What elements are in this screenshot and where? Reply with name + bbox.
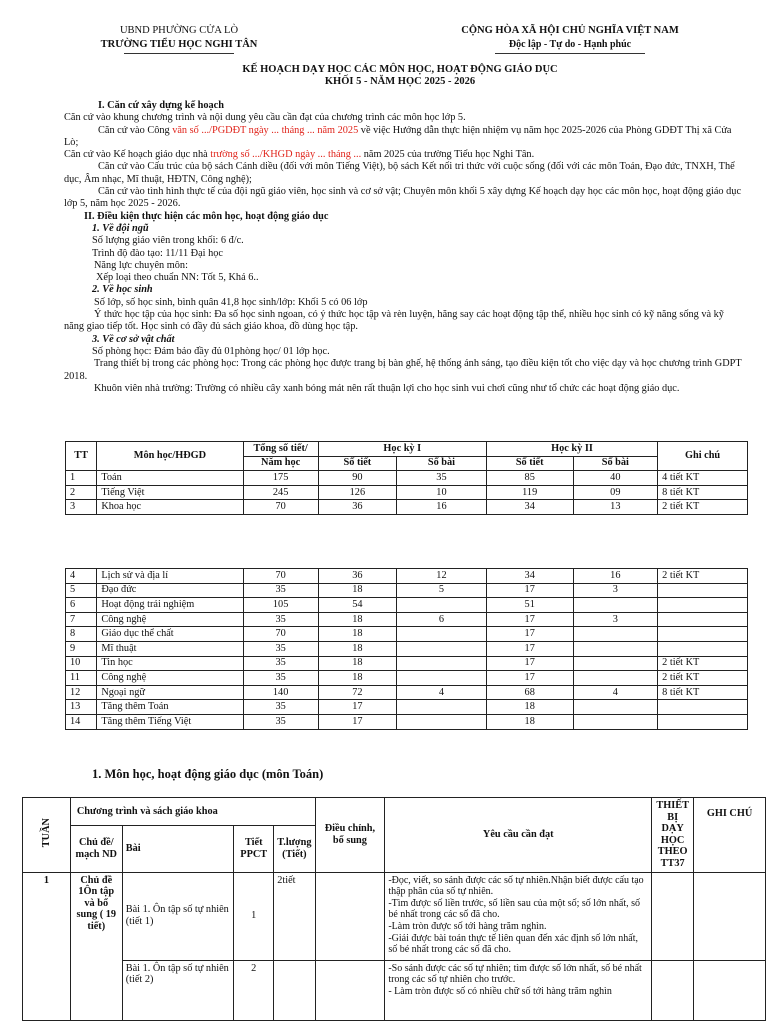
table-cell: 36 <box>318 500 396 515</box>
col-program: Chương trình và sách giáo khoa <box>70 798 315 826</box>
section-1-p5: Căn cứ vào tình hình thực tế của đội ngũ giáo viên, học sinh và cơ sở vật; Chuyên môn khối 5 xây dựng Kế hoạch dạy học các môn học, hoạt động giáo dục lớp 5, năm học 2025 - 2026. <box>64 186 742 210</box>
math-row-2 <box>23 960 766 1020</box>
staff-line-2: Trình độ đào tạo: 11/11 Đại học <box>92 247 223 259</box>
table-cell: Tiếng Việt <box>97 485 243 500</box>
table-cell: 12 <box>397 569 487 584</box>
table-cell <box>397 598 487 613</box>
topic-cell: Chủ đề 1Ôn tập và bổ sung ( 19 tiết) <box>70 872 122 1020</box>
table-cell: 1 <box>66 471 97 486</box>
table-row <box>66 714 748 729</box>
facilities-line-1: Số phòng học: Đảm bảo đầy đủ 01phòng học/ 01 lớp học. <box>92 345 330 357</box>
table-cell: 7 <box>66 612 97 627</box>
col-equipment: THIẾT BỊ DẠY HỌC THEO TT37 <box>652 798 694 873</box>
table-row <box>66 612 748 627</box>
table-cell: 70 <box>243 627 318 642</box>
table-cell <box>658 641 748 656</box>
nation-line-1: CỘNG HÒA XÃ HỘI CHỦ NGHĨA VIỆT NAM <box>461 25 679 36</box>
table-cell: Ngoại ngữ <box>97 685 243 700</box>
lesson-cell: Bài 1. Ôn tập số tự nhiên (tiết 2) <box>122 960 234 1020</box>
table-cell: 51 <box>486 598 573 613</box>
document-title <box>100 64 700 88</box>
table-cell <box>658 583 748 598</box>
table-cell: 14 <box>66 714 97 729</box>
week-cell: 1 <box>23 872 71 1020</box>
table-cell: 17 <box>486 612 573 627</box>
table-cell <box>658 700 748 715</box>
facilities-line-2: Trang thiết bị trong các phòng học: Trong các phòng học được trang bị bàn ghế, hệ thống ánh sáng, tạo điều kiện tốt cho việc dạy và học chương trình GDPT 2018. <box>64 358 742 382</box>
col-week <box>23 798 71 873</box>
table-cell <box>573 700 658 715</box>
table-cell: Hoạt động trải nghiệm <box>97 598 243 613</box>
table-cell: 140 <box>243 685 318 700</box>
table-cell: 5 <box>66 583 97 598</box>
table-cell: 12 <box>66 685 97 700</box>
table-cell: 10 <box>66 656 97 671</box>
table-cell: 2 tiết KT <box>658 500 748 515</box>
table-cell: 245 <box>243 485 318 500</box>
table-cell: 68 <box>486 685 573 700</box>
table-cell: 2 tiết KT <box>658 671 748 686</box>
table-cell: 11 <box>66 671 97 686</box>
subjects-body-b <box>66 569 748 730</box>
table-row <box>66 485 748 500</box>
p2-text-b: về việc Hướng dẫn thực hiện nhiệm vụ năm học 2025-2026 của Phòng GDĐT Thị xã Cửa Lò; <box>64 124 732 148</box>
table-cell: 09 <box>573 485 658 500</box>
table-cell: Đạo đức <box>97 583 243 598</box>
table-cell: 35 <box>243 583 318 598</box>
table-cell: 17 <box>486 671 573 686</box>
school-header <box>64 24 294 54</box>
org-line-1: UBND PHƯỜNG CỬA LÒ <box>119 25 239 36</box>
table-cell: 4 <box>397 685 487 700</box>
table-row <box>66 598 748 613</box>
table-row <box>66 671 748 686</box>
subsection-staff: 1. Về đội ngũ <box>92 222 149 234</box>
col-lesson: Bài <box>122 825 234 872</box>
section-1-p1: Căn cứ vào khung chương trình và nội dung yêu cầu cần đạt của chương trình các môn học lớp 5. <box>64 112 466 124</box>
section-1-p2 <box>64 125 746 150</box>
math-row-1 <box>23 872 766 960</box>
table-cell <box>658 612 748 627</box>
table-cell: 70 <box>243 500 318 515</box>
table-cell: 18 <box>318 612 396 627</box>
week-label: TUẦN <box>40 818 52 848</box>
table-cell: 17 <box>318 700 396 715</box>
period-cell: 1 <box>234 872 274 960</box>
header-underline-right <box>495 53 645 54</box>
col-period: Tiết PPCT <box>234 825 274 872</box>
table-row <box>66 656 748 671</box>
table-cell: 35 <box>243 612 318 627</box>
table-cell: 6 <box>66 598 97 613</box>
table-row <box>66 500 748 515</box>
table-cell: 3 <box>66 500 97 515</box>
table-cell: 40 <box>573 471 658 486</box>
table-cell: Tin học <box>97 656 243 671</box>
table-cell: 90 <box>318 471 396 486</box>
table-cell: 18 <box>486 700 573 715</box>
table-cell: 175 <box>243 471 318 486</box>
col-hk1: Học kỳ I <box>318 442 486 457</box>
table-cell <box>397 656 487 671</box>
section-1-p3 <box>64 149 746 161</box>
table-cell: 13 <box>573 500 658 515</box>
table-header-row <box>66 442 748 457</box>
table-cell: 4 <box>66 569 97 584</box>
table-cell: 18 <box>318 627 396 642</box>
col-hk2-lessons: Số bài <box>573 456 658 471</box>
col-hk2-periods: Số tiết <box>486 456 573 471</box>
math-header-row-1 <box>23 798 766 826</box>
col-subject: Môn học/HĐGD <box>97 442 243 471</box>
table-cell <box>658 598 748 613</box>
col-hk1-lessons: Số bài <box>397 456 487 471</box>
table-cell: 35 <box>397 471 487 486</box>
col-requirement: Yêu cầu cần đạt <box>385 798 652 873</box>
table-cell <box>397 641 487 656</box>
col-hk2: Học kỳ II <box>486 442 657 457</box>
table-row <box>66 685 748 700</box>
subsection-students: 2. Về học sinh <box>92 284 153 296</box>
col-hk1-periods: Số tiết <box>318 456 396 471</box>
table-cell: 16 <box>397 500 487 515</box>
staff-line-4: Xếp loại theo chuẩn NN: Tốt 5, Khá 6.. <box>96 272 259 284</box>
table-cell: 18 <box>318 641 396 656</box>
table-cell <box>397 700 487 715</box>
table-cell: Khoa học <box>97 500 243 515</box>
table-cell: 17 <box>486 627 573 642</box>
table-cell: Tăng thêm Toán <box>97 700 243 715</box>
p3-text-a: Căn cứ vào Kế hoạch giáo dục nhà <box>64 149 211 161</box>
col-topic: Chủ đề/ mạch ND <box>70 825 122 872</box>
p2-text-red: văn số .../PGDĐT ngày ... tháng ... năm 2025 <box>172 124 359 136</box>
col-tt: TT <box>66 442 97 471</box>
p3-text-b: năm 2025 của trường Tiểu học Nghi Tân. <box>361 149 535 161</box>
table-cell <box>658 627 748 642</box>
col-adjust: Điều chỉnh, bổ sung <box>315 798 385 873</box>
title-line-1: KẾ HOẠCH DẠY HỌC CÁC MÔN HỌC, HOẠT ĐỘNG GIÁO DỤC <box>242 64 558 75</box>
students-line-1: Số lớp, số học sinh, bình quân 41,8 học sinh/lớp: Khối 5 có 06 lớp <box>94 296 368 308</box>
table-cell: 10 <box>397 485 487 500</box>
adjust-cell <box>315 872 385 960</box>
table-cell: Giáo dục thể chất <box>97 627 243 642</box>
adjust-cell <box>315 960 385 1020</box>
table-row <box>66 569 748 584</box>
table-cell: 8 tiết KT <box>658 485 748 500</box>
table-cell: 6 <box>397 612 487 627</box>
lesson-cell: Bài 1. Ôn tập số tự nhiên (tiết 1) <box>122 872 234 960</box>
table-row <box>66 641 748 656</box>
note-cell <box>694 960 766 1020</box>
table-cell: 2 <box>66 485 97 500</box>
table-cell: 17 <box>486 656 573 671</box>
table-cell: 17 <box>486 641 573 656</box>
table-cell: 18 <box>318 583 396 598</box>
table-cell: 119 <box>486 485 573 500</box>
table-cell: 54 <box>318 598 396 613</box>
col-total: Tổng số tiết/ <box>243 442 318 457</box>
table-cell <box>573 656 658 671</box>
subjects-table-part-2 <box>65 568 748 730</box>
table-cell <box>573 714 658 729</box>
duration-cell <box>274 960 315 1020</box>
table-row <box>66 583 748 598</box>
table-cell: 3 <box>573 612 658 627</box>
table-cell: 34 <box>486 500 573 515</box>
table-cell: 70 <box>243 569 318 584</box>
requirement-cell: -Đọc, viết, so sánh được các số tự nhiên.Nhận biết được cấu tạo thập phân của số tự nhiên. -Tìm được số liền trước, số liền sau của một số; số lớn nhất, số bé nhất trong các số đã cho. -Làm tròn được số tới hàng trăm nghìn. -Giải được bài toán thực tế liên quan đến xác định số lớn nhất, số bé nhất trong các số đã cho. <box>385 872 652 960</box>
table-cell: Toán <box>97 471 243 486</box>
facilities-line-3: Khuôn viên nhà trường: Trường có nhiều cây xanh bóng mát nên rất thuận lợi cho học sinh vui chơi cũng như tổ chức các hoạt động giáo dục. <box>94 382 680 394</box>
note-cell <box>694 872 766 960</box>
table-cell: 17 <box>318 714 396 729</box>
table-cell <box>573 641 658 656</box>
table-cell: Tăng thêm Tiếng Việt <box>97 714 243 729</box>
table-cell: 85 <box>486 471 573 486</box>
col-note: Ghi chú <box>658 442 748 471</box>
table-cell: 72 <box>318 685 396 700</box>
table-cell: 126 <box>318 485 396 500</box>
table-cell: 9 <box>66 641 97 656</box>
table-cell <box>397 714 487 729</box>
table-cell: 35 <box>243 714 318 729</box>
table-cell: 13 <box>66 700 97 715</box>
math-section-title: 1. Môn học, hoạt động giáo dục (môn Toán) <box>92 767 324 781</box>
table-cell <box>397 671 487 686</box>
subjects-table-part-1 <box>65 441 748 515</box>
table-cell: Lịch sử và địa lí <box>97 569 243 584</box>
nation-line-2: Độc lập - Tự do - Hạnh phúc <box>508 39 632 50</box>
staff-line-3: Năng lực chuyên môn: <box>94 259 188 271</box>
nation-header <box>440 24 700 54</box>
p3-text-red: trường số .../KHGD ngày ... tháng ... <box>210 149 362 161</box>
table-cell: 35 <box>243 700 318 715</box>
table-cell: 35 <box>243 671 318 686</box>
table-cell: 18 <box>486 714 573 729</box>
table-cell: 35 <box>243 641 318 656</box>
table-cell: 4 <box>573 685 658 700</box>
table-cell: 3 <box>573 583 658 598</box>
org-line-2: TRƯỜNG TIỂU HỌC NGHI TÂN <box>100 39 258 50</box>
col-duration: T.lượng (Tiết) <box>274 825 315 872</box>
table-cell: Mĩ thuật <box>97 641 243 656</box>
table-cell: 8 <box>66 627 97 642</box>
document-body <box>64 100 746 395</box>
section-1-p4: Căn cứ vào Cấu trúc của bộ sách Cánh diều (đối với môn Tiếng Việt), bộ sách Kết nối tri thức với cuộc sống (đối với các môn Toán, Đạo đức, TNXH, Thể dục, Âm nhạc, Mĩ thuật, HĐTN, Công nghệ); <box>64 161 735 185</box>
section-1-heading: I. Căn cứ xây dựng kế hoạch <box>98 100 224 111</box>
table-cell <box>573 598 658 613</box>
subjects-body-a <box>66 471 748 515</box>
table-cell: 16 <box>573 569 658 584</box>
table-cell <box>573 627 658 642</box>
table-cell: 4 tiết KT <box>658 471 748 486</box>
equipment-cell <box>652 960 694 1020</box>
table-cell: 2 tiết KT <box>658 569 748 584</box>
table-cell: 35 <box>243 656 318 671</box>
table-cell <box>397 627 487 642</box>
section-2-heading: II. Điều kiện thực hiện các môn học, hoạt động giáo dục <box>84 210 329 222</box>
header-underline-left <box>124 53 234 54</box>
title-line-2: KHỐI 5 - NĂM HỌC 2025 - 2026 <box>324 76 476 87</box>
col-math-note: GHI CHÚ <box>694 798 766 873</box>
equipment-cell <box>652 872 694 960</box>
p2-text-a: Căn cứ vào Công <box>98 124 173 136</box>
table-cell: 105 <box>243 598 318 613</box>
period-cell: 2 <box>234 960 274 1020</box>
table-row <box>66 471 748 486</box>
students-line-2: Ý thức học tập của học sinh: Đa số học sinh ngoan, có ý thức học tập và rèn luyện, hăng say các hoạt động tập thể, nhiều học sinh có kỹ năng sống và kỹ năng giao tiếp tốt. Học sinh có đầy đủ sách giáo khoa, đồ dùng học tập. <box>64 309 724 333</box>
duration-cell: 2tiết <box>274 872 315 960</box>
table-cell: 2 tiết KT <box>658 656 748 671</box>
table-cell: 36 <box>318 569 396 584</box>
math-plan-table <box>22 797 766 1021</box>
table-cell: 18 <box>318 656 396 671</box>
col-total-2: Năm học <box>243 456 318 471</box>
table-row <box>66 700 748 715</box>
subsection-facilities: 3. Về cơ sở vật chất <box>92 333 175 345</box>
table-cell <box>658 714 748 729</box>
staff-line-1: Số lượng giáo viên trong khối: 6 đ/c. <box>92 235 244 247</box>
table-cell: 17 <box>486 583 573 598</box>
table-cell: 5 <box>397 583 487 598</box>
table-cell: 18 <box>318 671 396 686</box>
table-cell: Công nghệ <box>97 671 243 686</box>
table-cell: 8 tiết KT <box>658 685 748 700</box>
table-cell: Công nghệ <box>97 612 243 627</box>
table-cell: 34 <box>486 569 573 584</box>
requirement-cell: -So sánh được các số tự nhiên; tìm được số lớn nhất, số bé nhất trong các số tự nhiên cho trước. - Làm tròn được số có nhiều chữ số tới hàng trăm nghìn <box>385 960 652 1020</box>
table-cell <box>573 671 658 686</box>
table-row <box>66 627 748 642</box>
